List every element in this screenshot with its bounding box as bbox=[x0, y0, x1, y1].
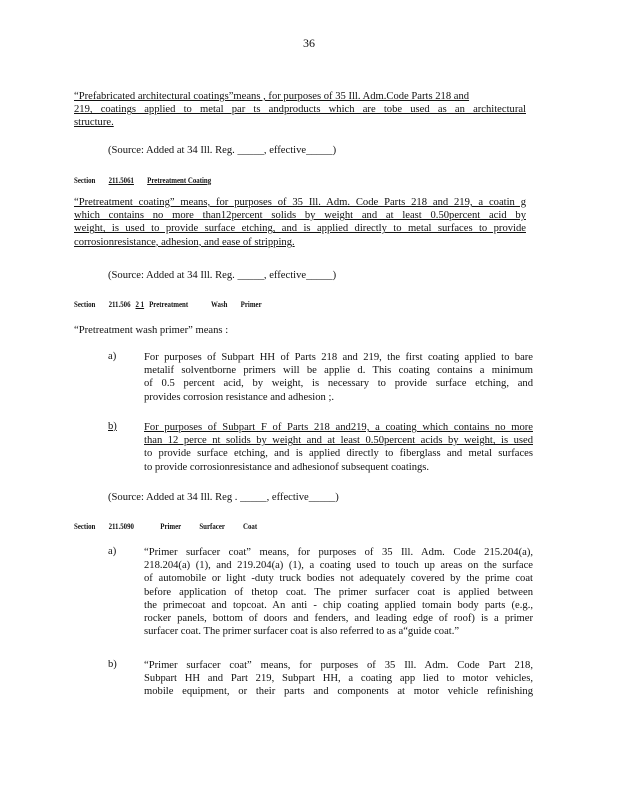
section-word: Section bbox=[74, 300, 96, 309]
wash-primer-intro: “Pretreatment wash primer” means : bbox=[74, 325, 229, 336]
source-note: (Source: Added at 34 Ill. Reg . _____, effective_____) bbox=[108, 492, 339, 503]
section-number: 211.5090 bbox=[108, 522, 134, 531]
text-line: mobile equipment, or their parts and components at motor vehicle refinishing bbox=[144, 686, 533, 698]
text-line: the primecoat and topcoat. An anti - chip coating applied tomain body parts (e.g., bbox=[144, 599, 533, 611]
definition-pretreatment-coating bbox=[74, 196, 526, 249]
section-title-word: Primer bbox=[160, 522, 182, 531]
text-line: than 12 perce nt solids by weight and at least 0.50percent acids by weight, is used bbox=[144, 435, 533, 447]
item-label: a) bbox=[108, 351, 117, 362]
text-line: which contains no more than12percent solids by weight and at least 0.50percent acid by bbox=[74, 210, 526, 222]
text-line: rocker panels, bottom of doors and fenders, and leading edge of roof) is a primer bbox=[144, 613, 533, 625]
text-line: to provide corrosionresistance and adhesionof subsequent coatings. bbox=[144, 461, 430, 473]
text-line: For purposes of Subpart F of Parts 218 and219, a coating which contains no more bbox=[144, 422, 533, 433]
source-note: (Source: Added at 34 Ill. Reg. _____, effective_____) bbox=[108, 270, 337, 281]
text-line: 219, coatings applied to metal par ts andproducts which are tobe used as an architectural bbox=[74, 104, 526, 116]
text-line: Subpart HH and Part 219, Subpart HH, a coating app lied to motor vehicles, bbox=[144, 673, 533, 685]
definition-prefabricated-architectural-coatings bbox=[74, 90, 526, 130]
text-line: “Pretreatment coating” means, for purposes of 35 Ill. Adm. Code Parts 218 and 219, a coatin g bbox=[74, 197, 526, 208]
text-line: to provide surface etching, and is applied directly to fiberglass and metal surfaces bbox=[144, 448, 533, 460]
item-a-wash-primer bbox=[144, 351, 533, 404]
section-title-word: Wash bbox=[211, 300, 228, 309]
text-line: “Primer surfacer coat” means, for purposes of 35 Ill. Adm. Code Part 218, bbox=[144, 660, 533, 671]
item-b-wash-primer bbox=[144, 421, 533, 474]
page-number: 36 bbox=[303, 36, 315, 50]
text-line: “Primer surfacer coat” means, for purposes of 35 Ill. Adm. Code 215.204(a), bbox=[144, 547, 533, 558]
text-line: of automobile or light -duty truck bodies not adequately covered by the prime coat bbox=[144, 573, 533, 585]
text-line: “Prefabricated architectural coatings”means , for purposes of 35 Ill. Adm.Code Parts 218 and bbox=[74, 91, 470, 102]
text-line: surfacer coat. The primer surfacer coat is also referred to as a“guide coat.” bbox=[144, 626, 460, 638]
text-line: weight, is used to provide surface etching, and is applied directly to metal surfaces to provide bbox=[74, 223, 526, 235]
section-heading bbox=[74, 522, 269, 531]
item-label: b) bbox=[108, 659, 117, 670]
text-line: provides corrosion resistance and adhesion ;. bbox=[144, 391, 335, 403]
item-label: a) bbox=[108, 546, 117, 557]
source-note: (Source: Added at 34 Ill. Reg. _____, effective_____) bbox=[108, 145, 337, 156]
section-number: 211.506 bbox=[108, 300, 131, 309]
section-word: Section bbox=[74, 176, 96, 185]
section-title-word: Primer bbox=[240, 300, 262, 309]
text-line: metalif solventborne primers will be applie d. This coating contains a minimum bbox=[144, 365, 533, 377]
section-heading bbox=[74, 176, 223, 185]
item-label: b) bbox=[108, 421, 117, 432]
section-number: 211.5061 bbox=[108, 176, 134, 185]
text-line: corrosionresistance, adhesion, and ease of stripping. bbox=[74, 236, 295, 248]
section-title-word: Coat bbox=[243, 522, 258, 531]
text-line: For purposes of Subpart HH of Parts 218 and 219, the first coating applied to bare bbox=[144, 352, 533, 363]
text-line: before application of thetop coat. The primer surfacer coat is applied between bbox=[144, 586, 533, 598]
item-a-primer-surfacer bbox=[144, 546, 533, 638]
section-title: Pretreatment Coating bbox=[147, 176, 212, 185]
section-title-word: Surfacer bbox=[199, 522, 225, 531]
text-line: structure. bbox=[74, 117, 114, 129]
section-word: Section bbox=[74, 522, 96, 531]
text-line: 218.204(a) (1), and 219.204(a) (1), a coating used to touch up areas on the surface bbox=[144, 560, 533, 572]
section-heading bbox=[74, 300, 273, 309]
item-b-primer-surfacer bbox=[144, 659, 533, 699]
section-title-word: Pretreatment bbox=[149, 300, 189, 309]
text-line: of 0.5 percent acid, by weight, is necessary to provide surface etching, and bbox=[144, 378, 533, 390]
section-number-suffix: 2 1 bbox=[135, 300, 145, 309]
